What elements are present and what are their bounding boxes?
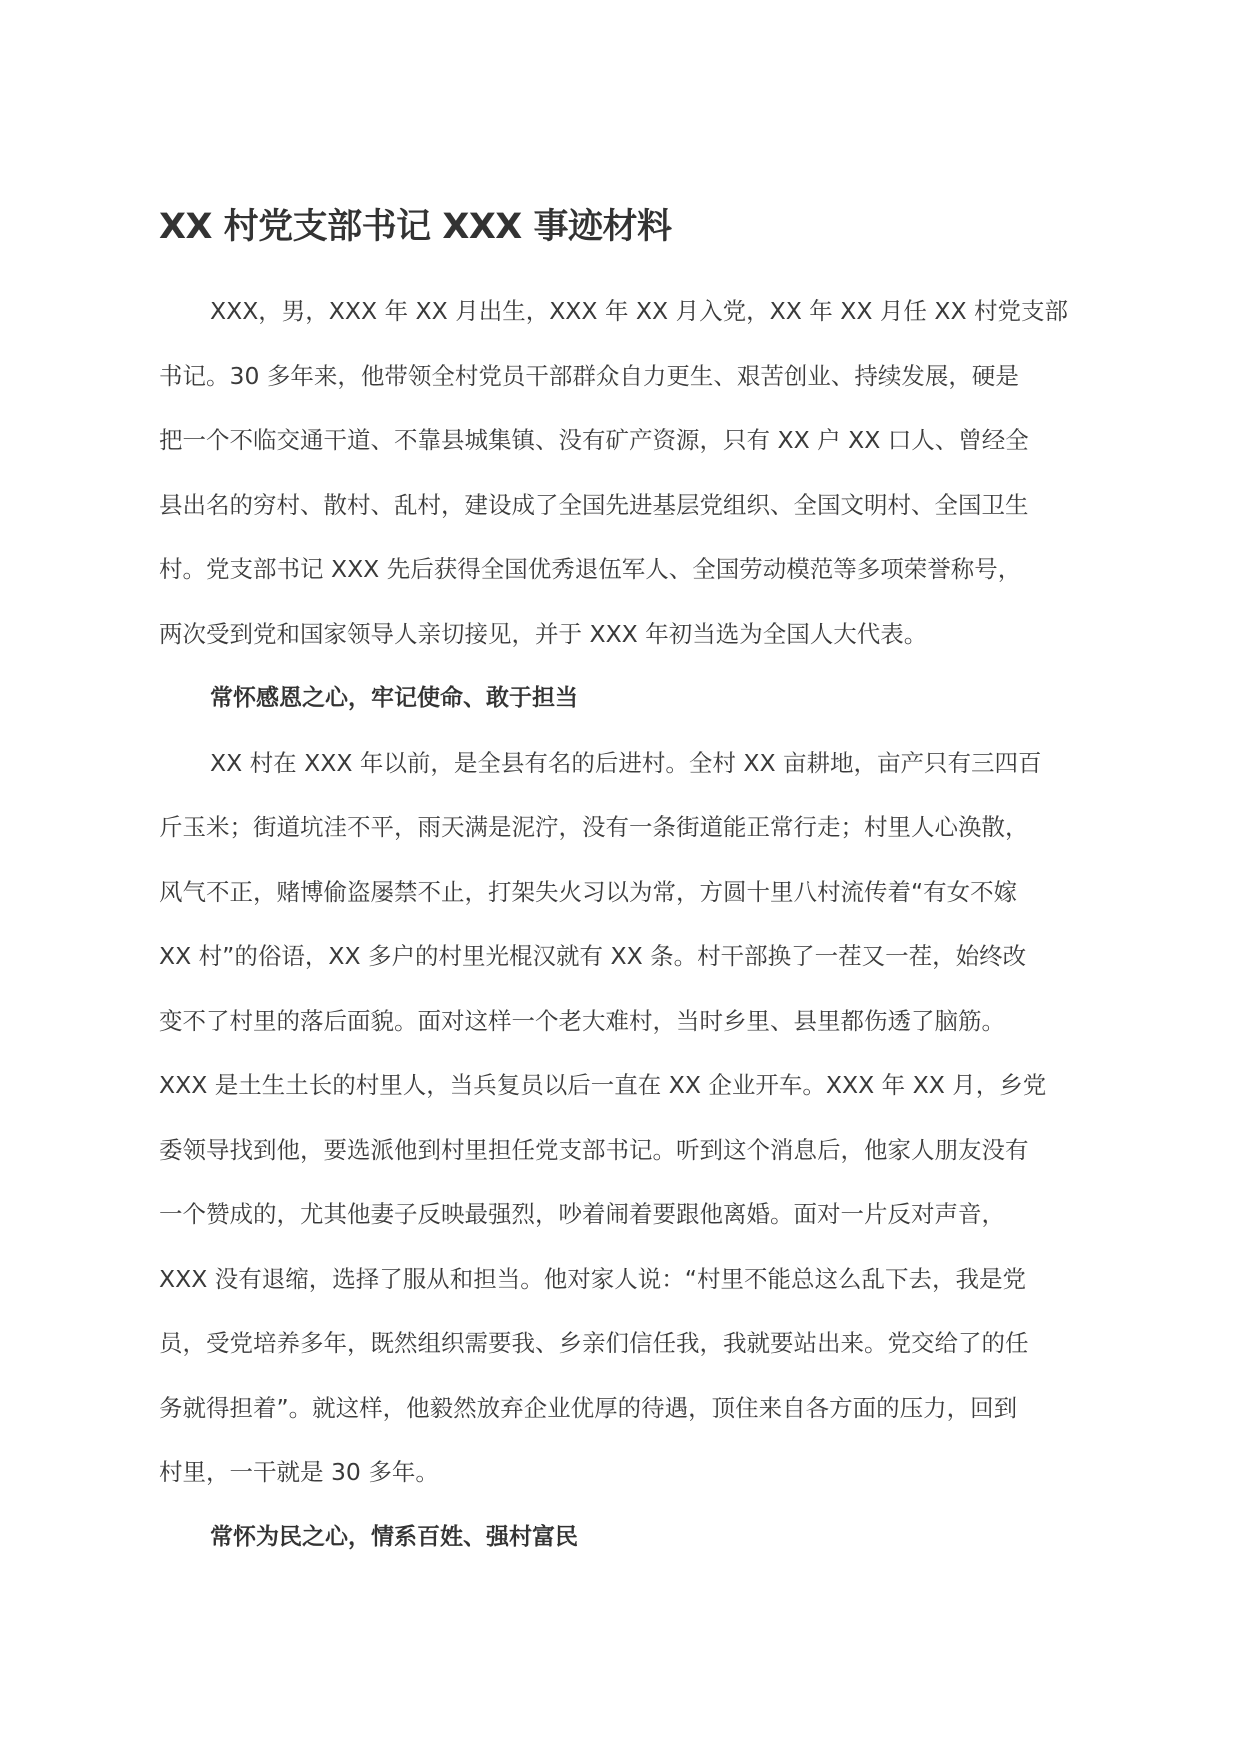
paragraph-1-line-6: 两次受到党和国家领导人亲切接见，并于 XXX 年初当选为全国人大代表。 (159, 619, 928, 648)
document-title: XX 村党支部书记 XXX 事迹材料 (159, 207, 672, 247)
document-body (159, 279, 1089, 1569)
section-heading-1: 常怀感恩之心，牢记使命、敢于担当 (210, 685, 578, 711)
paragraph-1-line-4: 县出名的穷村、散村、乱村，建设成了全国先进基层党组织、全国文明村、全国卫生 (159, 490, 1029, 519)
paragraph-2-line-4: XX 村”的俗语，XX 多户的村里光棍汉就有 XX 条。村干部换了一茬又一茬，始终改 (159, 942, 1027, 970)
paragraph-1-line-5: 村。党支部书记 XXX 先后获得全国优秀退伍军人、全国劳动模范等多项荣誉称号， (159, 555, 1022, 583)
paragraph-1-line-3: 把一个不临交通干道、不靠县城集镇、没有矿产资源，只有 XX 户 XX 口人、曾经全 (159, 426, 1029, 454)
paragraph-2-line-7: 委领导找到他，要选派他到村里担任党支部书记。听到这个消息后，他家人朋友没有 (159, 1135, 1029, 1164)
paragraph-2-line-3: 风气不正，赌博偷盗屡禁不止，打架失火习以为常，方圆十里八村流传着“有女不嫁 (159, 877, 1018, 906)
paragraph-2-line-8: 一个赞成的，尤其他妻子反映最强烈，吵着闹着要跟他离婚。面对一片反对声音， (159, 1200, 1005, 1228)
paragraph-2-line-5: 变不了村里的落后面貌。面对这样一个老大难村，当时乡里、县里都伤透了脑筋。 (159, 1006, 1005, 1035)
paragraph-2-line-11: 务就得担着”。就这样，他毅然放弃企业优厚的待遇，顶住来自各方面的压力，回到 (159, 1393, 1018, 1422)
section-heading-2: 常怀为民之心，情系百姓、强村富民 (210, 1523, 578, 1550)
paragraph-1-line-1: XXX，男，XXX 年 XX 月出生，XXX 年 XX 月入党，XX 年 XX 月任 XX 村党支部 (210, 297, 1069, 325)
paragraph-2-line-6: XXX 是土生土长的村里人，当兵复员以后一直在 XX 企业开车。XXX 年 XX 月，乡党 (159, 1071, 1047, 1099)
paragraph-2-line-10: 员，受党培养多年，既然组织需要我、乡亲们信任我，我就要站出来。党交给了的任 (159, 1329, 1029, 1357)
paragraph-1-line-2: 书记。30 多年来，他带领全村党员干部群众自力更生、艰苦创业、持续发展，硬是 (159, 361, 1019, 390)
paragraph-2-line-2: 斤玉米；街道坑洼不平，雨天满是泥泞，没有一条街道能正常行走；村里人心涣散， (159, 813, 1029, 841)
paragraph-2-line-9: XXX 没有退缩，选择了服从和担当。他对家人说：“村里不能总这么乱下去，我是党 (159, 1264, 1026, 1293)
paragraph-2-line-12: 村里，一干就是 30 多年。 (159, 1458, 439, 1486)
paragraph-2-line-1: XX 村在 XXX 年以前，是全县有名的后进村。全村 XX 亩耕地，亩产只有三四百 (210, 748, 1042, 777)
